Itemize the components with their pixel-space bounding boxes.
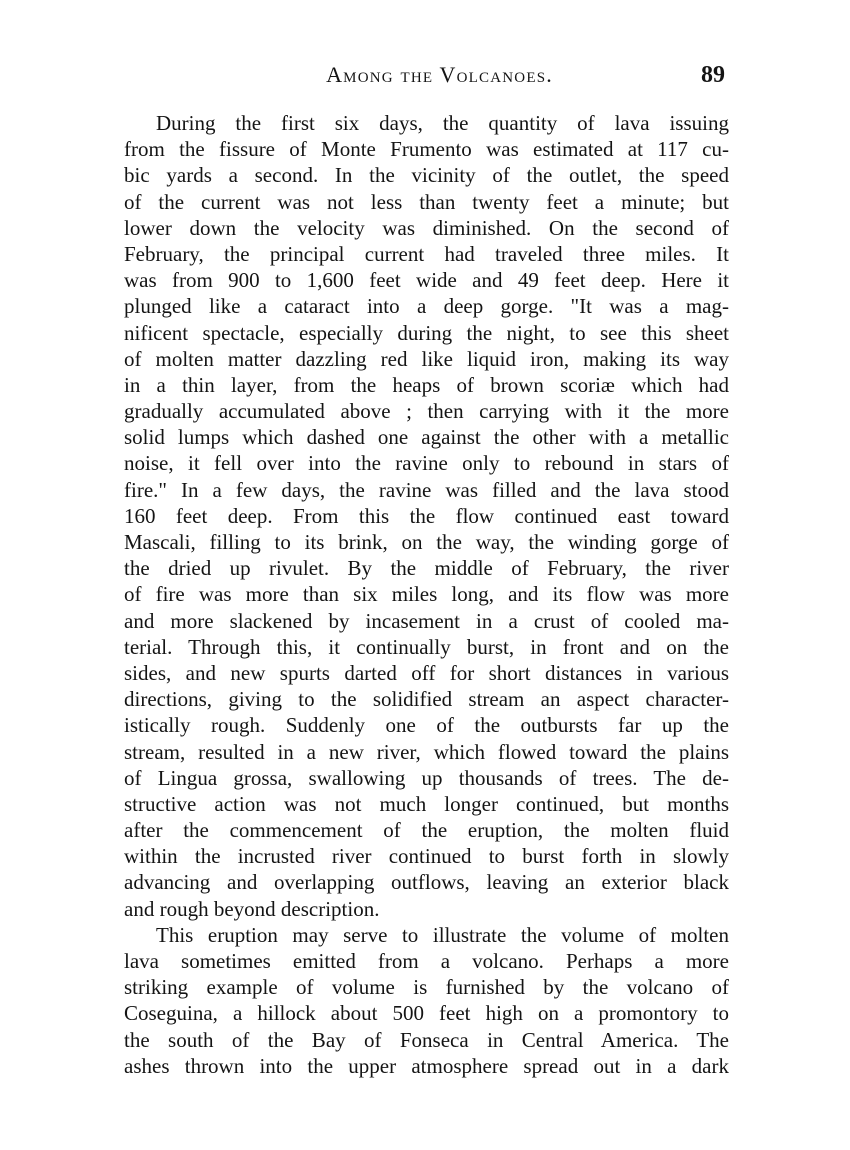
text-line: after the commencement of the eruption, the molten fluid — [124, 818, 729, 843]
body-text — [124, 110, 729, 1079]
text-line: and more slackened by incasement in a crust of cooled ma- — [124, 608, 729, 633]
text-line: lava sometimes emitted from a volcano. Perhaps a more — [124, 949, 729, 973]
text-line: advancing and overlapping outflows, leaving an exterior black — [124, 870, 729, 895]
text-line: istically rough. Suddenly one of the outbursts far up the — [124, 713, 729, 738]
text-line: ashes thrown into the upper atmosphere spread out in a dark — [124, 1053, 729, 1078]
text-line: in a thin layer, from the heaps of brown scoriæ which had — [124, 372, 729, 397]
text-line: This eruption may serve to illustrate the volume of molten — [156, 922, 729, 947]
text-line: stream, resulted in a new river, which flowed toward the plains — [124, 739, 729, 764]
text-line: was from 900 to 1,600 feet wide and 49 feet deep. Here it — [124, 268, 729, 293]
running-header — [124, 62, 729, 94]
text-line: Coseguina, a hillock about 500 feet high on a promontory to — [124, 1001, 729, 1026]
text-line: within the incrusted river continued to burst forth in slowly — [124, 844, 729, 869]
text-line: nificent spectacle, especially during the night, to see this sheet — [124, 320, 729, 345]
text-line: 160 feet deep. From this the flow continued east toward — [124, 503, 729, 528]
text-line: February, the principal current had traveled three miles. It — [124, 241, 729, 266]
text-line: During the first six days, the quantity of lava issuing — [156, 111, 729, 135]
text-line: structive action was not much longer continued, but months — [124, 791, 729, 816]
text-line: plunged like a cataract into a deep gorge. "It was a mag- — [124, 294, 729, 319]
text-line: of molten matter dazzling red like liquid iron, making its way — [124, 346, 729, 371]
running-title: Among the Volcanoes. — [326, 62, 553, 87]
text-line: fire." In a few days, the ravine was filled and the lava stood — [124, 477, 729, 502]
text-line: bic yards a second. In the vicinity of the outlet, the speed — [124, 163, 729, 188]
text-line: of fire was more than six miles long, and its flow was more — [124, 582, 729, 607]
text-line: noise, it fell over into the ravine only to rebound in stars of — [124, 451, 729, 476]
text-line: directions, giving to the solidified stream an aspect character- — [124, 687, 729, 712]
text-line: the dried up rivulet. By the middle of February, the river — [124, 556, 729, 581]
text-line: from the fissure of Monte Frumento was estimated at 117 cu- — [124, 137, 729, 162]
page-number: 89 — [701, 62, 725, 88]
text-line: and rough beyond description. — [124, 896, 380, 921]
text-line: gradually accumulated above ; then carrying with it the more — [124, 399, 729, 424]
text-line: striking example of volume is furnished by the volcano of — [124, 975, 729, 1000]
text-line: of Lingua grossa, swallowing up thousands of trees. The de- — [124, 765, 729, 790]
text-line: terial. Through this, it continually burst, in front and on the — [124, 634, 729, 659]
text-line: sides, and new spurts darted off for short distances in various — [124, 660, 729, 685]
text-line: the south of the Bay of Fonseca in Central America. The — [124, 1027, 729, 1052]
text-line: lower down the velocity was diminished. On the second of — [124, 215, 729, 240]
text-line: solid lumps which dashed one against the other with a metallic — [124, 425, 729, 450]
text-line: Mascali, filling to its brink, on the way, the winding gorge of — [124, 530, 729, 554]
text-line: of the current was not less than twenty feet a minute; but — [124, 189, 729, 214]
